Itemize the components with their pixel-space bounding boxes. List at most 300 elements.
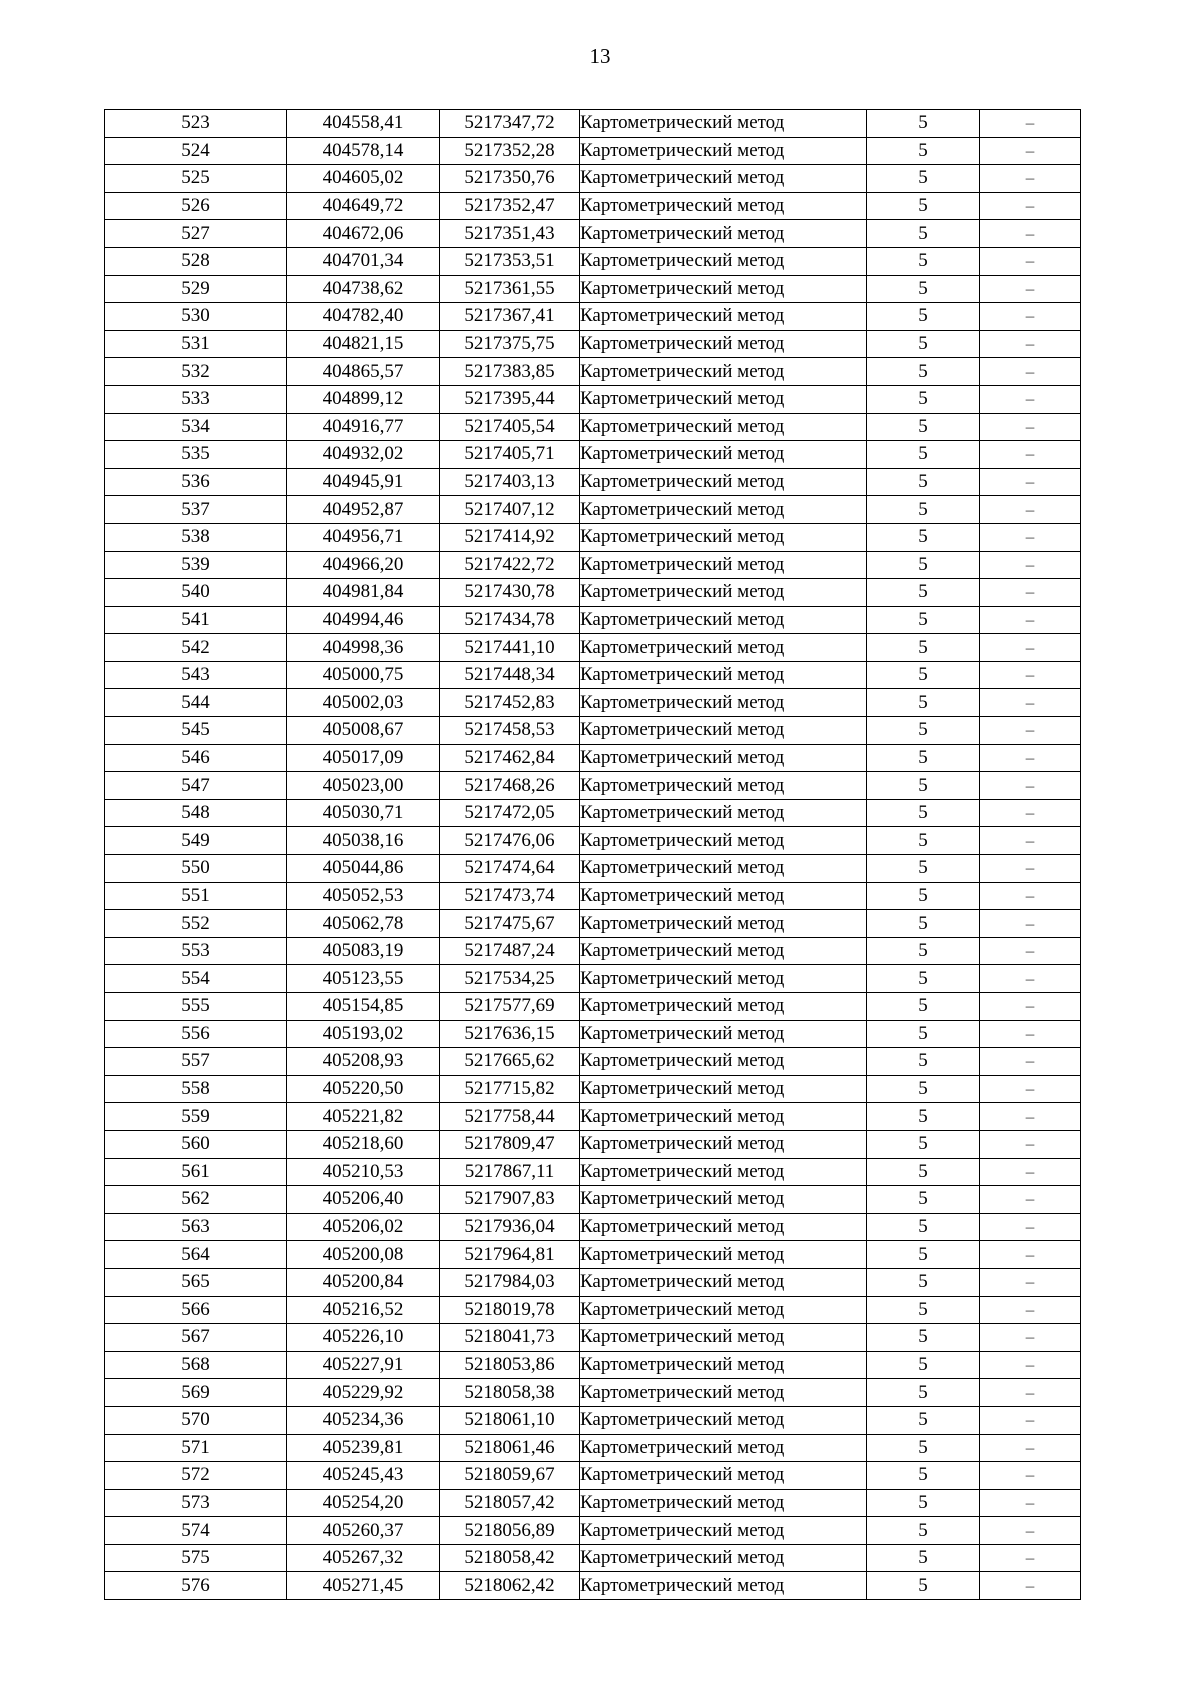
note-cell: – (980, 1489, 1081, 1517)
note-cell: – (980, 661, 1081, 689)
point-number-cell: 555 (105, 993, 287, 1021)
accuracy-cell: 5 (867, 661, 980, 689)
table-row (105, 1130, 1081, 1158)
method-cell: Картометрический метод (580, 993, 867, 1021)
y-coordinate-cell: 5217472,05 (440, 799, 580, 827)
accuracy-cell: 5 (867, 1241, 980, 1269)
x-coordinate-cell: 404578,14 (287, 137, 440, 165)
y-coordinate-cell: 5217665,62 (440, 1048, 580, 1076)
accuracy-cell: 5 (867, 413, 980, 441)
y-coordinate-cell: 5217351,43 (440, 220, 580, 248)
table-row (105, 1213, 1081, 1241)
method-cell: Картометрический метод (580, 1517, 867, 1545)
note-cell: – (980, 1544, 1081, 1572)
accuracy-cell: 5 (867, 247, 980, 275)
note-cell: – (980, 1572, 1081, 1600)
accuracy-cell: 5 (867, 441, 980, 469)
accuracy-cell: 5 (867, 1434, 980, 1462)
method-cell: Картометрический метод (580, 910, 867, 938)
method-cell: Картометрический метод (580, 937, 867, 965)
x-coordinate-cell: 404672,06 (287, 220, 440, 248)
y-coordinate-cell: 5217353,51 (440, 247, 580, 275)
x-coordinate-cell: 405229,92 (287, 1379, 440, 1407)
method-cell: Картометрический метод (580, 717, 867, 745)
table-row (105, 1489, 1081, 1517)
method-cell: Картометрический метод (580, 1130, 867, 1158)
y-coordinate-cell: 5217347,72 (440, 110, 580, 138)
accuracy-cell: 5 (867, 799, 980, 827)
method-cell: Картометрический метод (580, 1351, 867, 1379)
x-coordinate-cell: 404782,40 (287, 303, 440, 331)
method-cell: Картометрический метод (580, 468, 867, 496)
point-number-cell: 546 (105, 744, 287, 772)
x-coordinate-cell: 405206,40 (287, 1186, 440, 1214)
x-coordinate-cell: 405221,82 (287, 1103, 440, 1131)
method-cell: Картометрический метод (580, 413, 867, 441)
y-coordinate-cell: 5217758,44 (440, 1103, 580, 1131)
accuracy-cell: 5 (867, 1517, 980, 1545)
point-number-cell: 536 (105, 468, 287, 496)
accuracy-cell: 5 (867, 468, 980, 496)
method-cell: Картометрический метод (580, 1020, 867, 1048)
method-cell: Картометрический метод (580, 1103, 867, 1131)
y-coordinate-cell: 5217468,26 (440, 772, 580, 800)
note-cell: – (980, 1241, 1081, 1269)
method-cell: Картометрический метод (580, 1241, 867, 1269)
accuracy-cell: 5 (867, 1268, 980, 1296)
accuracy-cell: 5 (867, 717, 980, 745)
coordinates-table (104, 109, 1081, 1600)
note-cell: – (980, 247, 1081, 275)
accuracy-cell: 5 (867, 1213, 980, 1241)
method-cell: Картометрический метод (580, 220, 867, 248)
method-cell: Картометрический метод (580, 1324, 867, 1352)
y-coordinate-cell: 5217473,74 (440, 882, 580, 910)
note-cell: – (980, 220, 1081, 248)
table-row (105, 717, 1081, 745)
table-row (105, 330, 1081, 358)
table-row (105, 137, 1081, 165)
point-number-cell: 559 (105, 1103, 287, 1131)
table-row (105, 413, 1081, 441)
y-coordinate-cell: 5217405,54 (440, 413, 580, 441)
table-row (105, 1351, 1081, 1379)
x-coordinate-cell: 405220,50 (287, 1075, 440, 1103)
x-coordinate-cell: 405200,08 (287, 1241, 440, 1269)
note-cell: – (980, 1268, 1081, 1296)
accuracy-cell: 5 (867, 1158, 980, 1186)
point-number-cell: 575 (105, 1544, 287, 1572)
point-number-cell: 543 (105, 661, 287, 689)
coordinates-table-body (105, 110, 1081, 1600)
table-row (105, 1020, 1081, 1048)
table-row (105, 1296, 1081, 1324)
x-coordinate-cell: 405008,67 (287, 717, 440, 745)
x-coordinate-cell: 405239,81 (287, 1434, 440, 1462)
table-row (105, 799, 1081, 827)
table-row (105, 523, 1081, 551)
note-cell: – (980, 1075, 1081, 1103)
table-row (105, 606, 1081, 634)
x-coordinate-cell: 404821,15 (287, 330, 440, 358)
x-coordinate-cell: 404701,34 (287, 247, 440, 275)
table-row (105, 303, 1081, 331)
table-row (105, 661, 1081, 689)
accuracy-cell: 5 (867, 275, 980, 303)
point-number-cell: 567 (105, 1324, 287, 1352)
point-number-cell: 540 (105, 579, 287, 607)
point-number-cell: 547 (105, 772, 287, 800)
table-row (105, 1379, 1081, 1407)
accuracy-cell: 5 (867, 1048, 980, 1076)
y-coordinate-cell: 5217984,03 (440, 1268, 580, 1296)
table-row (105, 1268, 1081, 1296)
table-row (105, 247, 1081, 275)
x-coordinate-cell: 405002,03 (287, 689, 440, 717)
note-cell: – (980, 110, 1081, 138)
point-number-cell: 569 (105, 1379, 287, 1407)
accuracy-cell: 5 (867, 882, 980, 910)
point-number-cell: 535 (105, 441, 287, 469)
accuracy-cell: 5 (867, 110, 980, 138)
method-cell: Картометрический метод (580, 661, 867, 689)
point-number-cell: 544 (105, 689, 287, 717)
note-cell: – (980, 385, 1081, 413)
x-coordinate-cell: 405052,53 (287, 882, 440, 910)
x-coordinate-cell: 404899,12 (287, 385, 440, 413)
y-coordinate-cell: 5218059,67 (440, 1462, 580, 1490)
note-cell: – (980, 358, 1081, 386)
note-cell: – (980, 1213, 1081, 1241)
note-cell: – (980, 551, 1081, 579)
accuracy-cell: 5 (867, 220, 980, 248)
table-row (105, 772, 1081, 800)
note-cell: – (980, 855, 1081, 883)
table-row (105, 220, 1081, 248)
note-cell: – (980, 937, 1081, 965)
x-coordinate-cell: 404956,71 (287, 523, 440, 551)
note-cell: – (980, 1379, 1081, 1407)
point-number-cell: 550 (105, 855, 287, 883)
note-cell: – (980, 772, 1081, 800)
accuracy-cell: 5 (867, 1324, 980, 1352)
x-coordinate-cell: 405234,36 (287, 1406, 440, 1434)
y-coordinate-cell: 5217907,83 (440, 1186, 580, 1214)
accuracy-cell: 5 (867, 551, 980, 579)
table-row (105, 1462, 1081, 1490)
note-cell: – (980, 1351, 1081, 1379)
accuracy-cell: 5 (867, 303, 980, 331)
accuracy-cell: 5 (867, 579, 980, 607)
table-row (105, 165, 1081, 193)
note-cell: – (980, 1406, 1081, 1434)
note-cell: – (980, 1324, 1081, 1352)
method-cell: Картометрический метод (580, 855, 867, 883)
x-coordinate-cell: 405200,84 (287, 1268, 440, 1296)
y-coordinate-cell: 5218056,89 (440, 1517, 580, 1545)
note-cell: – (980, 1296, 1081, 1324)
method-cell: Картометрический метод (580, 634, 867, 662)
method-cell: Картометрический метод (580, 1186, 867, 1214)
accuracy-cell: 5 (867, 1406, 980, 1434)
note-cell: – (980, 799, 1081, 827)
method-cell: Картометрический метод (580, 1489, 867, 1517)
y-coordinate-cell: 5217414,92 (440, 523, 580, 551)
point-number-cell: 572 (105, 1462, 287, 1490)
accuracy-cell: 5 (867, 137, 980, 165)
x-coordinate-cell: 405044,86 (287, 855, 440, 883)
x-coordinate-cell: 405218,60 (287, 1130, 440, 1158)
accuracy-cell: 5 (867, 1103, 980, 1131)
x-coordinate-cell: 405017,09 (287, 744, 440, 772)
note-cell: – (980, 1020, 1081, 1048)
point-number-cell: 563 (105, 1213, 287, 1241)
accuracy-cell: 5 (867, 1020, 980, 1048)
note-cell: – (980, 827, 1081, 855)
accuracy-cell: 5 (867, 1379, 980, 1407)
method-cell: Картометрический метод (580, 1048, 867, 1076)
table-row (105, 1103, 1081, 1131)
note-cell: – (980, 882, 1081, 910)
accuracy-cell: 5 (867, 910, 980, 938)
note-cell: – (980, 717, 1081, 745)
note-cell: – (980, 744, 1081, 772)
point-number-cell: 531 (105, 330, 287, 358)
point-number-cell: 541 (105, 606, 287, 634)
x-coordinate-cell: 404981,84 (287, 579, 440, 607)
method-cell: Картометрический метод (580, 192, 867, 220)
method-cell: Картометрический метод (580, 1268, 867, 1296)
accuracy-cell: 5 (867, 330, 980, 358)
point-number-cell: 549 (105, 827, 287, 855)
table-row (105, 385, 1081, 413)
table-row (105, 937, 1081, 965)
accuracy-cell: 5 (867, 937, 980, 965)
table-row (105, 1324, 1081, 1352)
note-cell: – (980, 192, 1081, 220)
table-row (105, 1158, 1081, 1186)
accuracy-cell: 5 (867, 1351, 980, 1379)
accuracy-cell: 5 (867, 385, 980, 413)
table-row (105, 1241, 1081, 1269)
y-coordinate-cell: 5217487,24 (440, 937, 580, 965)
method-cell: Картометрический метод (580, 441, 867, 469)
x-coordinate-cell: 405030,71 (287, 799, 440, 827)
table-row (105, 1186, 1081, 1214)
point-number-cell: 576 (105, 1572, 287, 1600)
note-cell: – (980, 993, 1081, 1021)
x-coordinate-cell: 405000,75 (287, 661, 440, 689)
y-coordinate-cell: 5217405,71 (440, 441, 580, 469)
point-number-cell: 560 (105, 1130, 287, 1158)
method-cell: Картометрический метод (580, 882, 867, 910)
table-row (105, 1544, 1081, 1572)
method-cell: Картометрический метод (580, 1075, 867, 1103)
x-coordinate-cell: 404952,87 (287, 496, 440, 524)
accuracy-cell: 5 (867, 855, 980, 883)
table-row (105, 192, 1081, 220)
y-coordinate-cell: 5217448,34 (440, 661, 580, 689)
x-coordinate-cell: 405226,10 (287, 1324, 440, 1352)
table-row (105, 910, 1081, 938)
point-number-cell: 533 (105, 385, 287, 413)
point-number-cell: 545 (105, 717, 287, 745)
x-coordinate-cell: 404738,62 (287, 275, 440, 303)
y-coordinate-cell: 5217936,04 (440, 1213, 580, 1241)
y-coordinate-cell: 5217458,53 (440, 717, 580, 745)
y-coordinate-cell: 5217403,13 (440, 468, 580, 496)
point-number-cell: 566 (105, 1296, 287, 1324)
note-cell: – (980, 1103, 1081, 1131)
y-coordinate-cell: 5217534,25 (440, 965, 580, 993)
method-cell: Картометрический метод (580, 1544, 867, 1572)
method-cell: Картометрический метод (580, 1296, 867, 1324)
point-number-cell: 528 (105, 247, 287, 275)
method-cell: Картометрический метод (580, 247, 867, 275)
point-number-cell: 565 (105, 1268, 287, 1296)
method-cell: Картометрический метод (580, 1462, 867, 1490)
point-number-cell: 556 (105, 1020, 287, 1048)
point-number-cell: 558 (105, 1075, 287, 1103)
note-cell: – (980, 137, 1081, 165)
point-number-cell: 573 (105, 1489, 287, 1517)
y-coordinate-cell: 5218057,42 (440, 1489, 580, 1517)
method-cell: Картометрический метод (580, 1434, 867, 1462)
y-coordinate-cell: 5218061,46 (440, 1434, 580, 1462)
method-cell: Картометрический метод (580, 275, 867, 303)
x-coordinate-cell: 404932,02 (287, 441, 440, 469)
point-number-cell: 523 (105, 110, 287, 138)
accuracy-cell: 5 (867, 1572, 980, 1600)
y-coordinate-cell: 5217475,67 (440, 910, 580, 938)
x-coordinate-cell: 405254,20 (287, 1489, 440, 1517)
method-cell: Картометрический метод (580, 799, 867, 827)
method-cell: Картометрический метод (580, 744, 867, 772)
y-coordinate-cell: 5217367,41 (440, 303, 580, 331)
y-coordinate-cell: 5218058,38 (440, 1379, 580, 1407)
accuracy-cell: 5 (867, 772, 980, 800)
method-cell: Картометрический метод (580, 303, 867, 331)
y-coordinate-cell: 5218053,86 (440, 1351, 580, 1379)
note-cell: – (980, 275, 1081, 303)
table-row (105, 275, 1081, 303)
point-number-cell: 554 (105, 965, 287, 993)
point-number-cell: 525 (105, 165, 287, 193)
note-cell: – (980, 1186, 1081, 1214)
y-coordinate-cell: 5218058,42 (440, 1544, 580, 1572)
method-cell: Картометрический метод (580, 1158, 867, 1186)
x-coordinate-cell: 404945,91 (287, 468, 440, 496)
table-row (105, 827, 1081, 855)
note-cell: – (980, 413, 1081, 441)
accuracy-cell: 5 (867, 192, 980, 220)
y-coordinate-cell: 5217441,10 (440, 634, 580, 662)
note-cell: – (980, 1158, 1081, 1186)
note-cell: – (980, 496, 1081, 524)
page-number: 13 (589, 44, 611, 68)
table-row (105, 579, 1081, 607)
accuracy-cell: 5 (867, 744, 980, 772)
method-cell: Картометрический метод (580, 1572, 867, 1600)
accuracy-cell: 5 (867, 606, 980, 634)
table-row (105, 855, 1081, 883)
x-coordinate-cell: 405193,02 (287, 1020, 440, 1048)
y-coordinate-cell: 5217430,78 (440, 579, 580, 607)
method-cell: Картометрический метод (580, 606, 867, 634)
note-cell: – (980, 1517, 1081, 1545)
method-cell: Картометрический метод (580, 358, 867, 386)
x-coordinate-cell: 405083,19 (287, 937, 440, 965)
method-cell: Картометрический метод (580, 110, 867, 138)
table-row (105, 965, 1081, 993)
method-cell: Картометрический метод (580, 523, 867, 551)
x-coordinate-cell: 404998,36 (287, 634, 440, 662)
accuracy-cell: 5 (867, 496, 980, 524)
method-cell: Картометрический метод (580, 165, 867, 193)
y-coordinate-cell: 5217352,47 (440, 192, 580, 220)
y-coordinate-cell: 5217809,47 (440, 1130, 580, 1158)
table-row (105, 358, 1081, 386)
y-coordinate-cell: 5218061,10 (440, 1406, 580, 1434)
note-cell: – (980, 441, 1081, 469)
point-number-cell: 562 (105, 1186, 287, 1214)
point-number-cell: 564 (105, 1241, 287, 1269)
y-coordinate-cell: 5217462,84 (440, 744, 580, 772)
y-coordinate-cell: 5217407,12 (440, 496, 580, 524)
y-coordinate-cell: 5217476,06 (440, 827, 580, 855)
x-coordinate-cell: 404649,72 (287, 192, 440, 220)
note-cell: – (980, 468, 1081, 496)
x-coordinate-cell: 404966,20 (287, 551, 440, 579)
note-cell: – (980, 165, 1081, 193)
table-row (105, 1572, 1081, 1600)
method-cell: Картометрический метод (580, 579, 867, 607)
x-coordinate-cell: 405023,00 (287, 772, 440, 800)
y-coordinate-cell: 5217375,75 (440, 330, 580, 358)
accuracy-cell: 5 (867, 634, 980, 662)
y-coordinate-cell: 5217715,82 (440, 1075, 580, 1103)
method-cell: Картометрический метод (580, 1213, 867, 1241)
note-cell: – (980, 579, 1081, 607)
point-number-cell: 561 (105, 1158, 287, 1186)
point-number-cell: 568 (105, 1351, 287, 1379)
x-coordinate-cell: 405245,43 (287, 1462, 440, 1490)
method-cell: Картометрический метод (580, 689, 867, 717)
x-coordinate-cell: 405038,16 (287, 827, 440, 855)
table-row (105, 1406, 1081, 1434)
point-number-cell: 557 (105, 1048, 287, 1076)
x-coordinate-cell: 404994,46 (287, 606, 440, 634)
accuracy-cell: 5 (867, 1489, 980, 1517)
x-coordinate-cell: 404916,77 (287, 413, 440, 441)
accuracy-cell: 5 (867, 1296, 980, 1324)
table-row (105, 634, 1081, 662)
table-row (105, 1517, 1081, 1545)
point-number-cell: 537 (105, 496, 287, 524)
table-row (105, 441, 1081, 469)
note-cell: – (980, 1462, 1081, 1490)
method-cell: Картометрический метод (580, 137, 867, 165)
x-coordinate-cell: 405216,52 (287, 1296, 440, 1324)
x-coordinate-cell: 405154,85 (287, 993, 440, 1021)
note-cell: – (980, 523, 1081, 551)
accuracy-cell: 5 (867, 965, 980, 993)
method-cell: Картометрический метод (580, 965, 867, 993)
x-coordinate-cell: 405062,78 (287, 910, 440, 938)
table-row (105, 993, 1081, 1021)
accuracy-cell: 5 (867, 993, 980, 1021)
table-row (105, 689, 1081, 717)
